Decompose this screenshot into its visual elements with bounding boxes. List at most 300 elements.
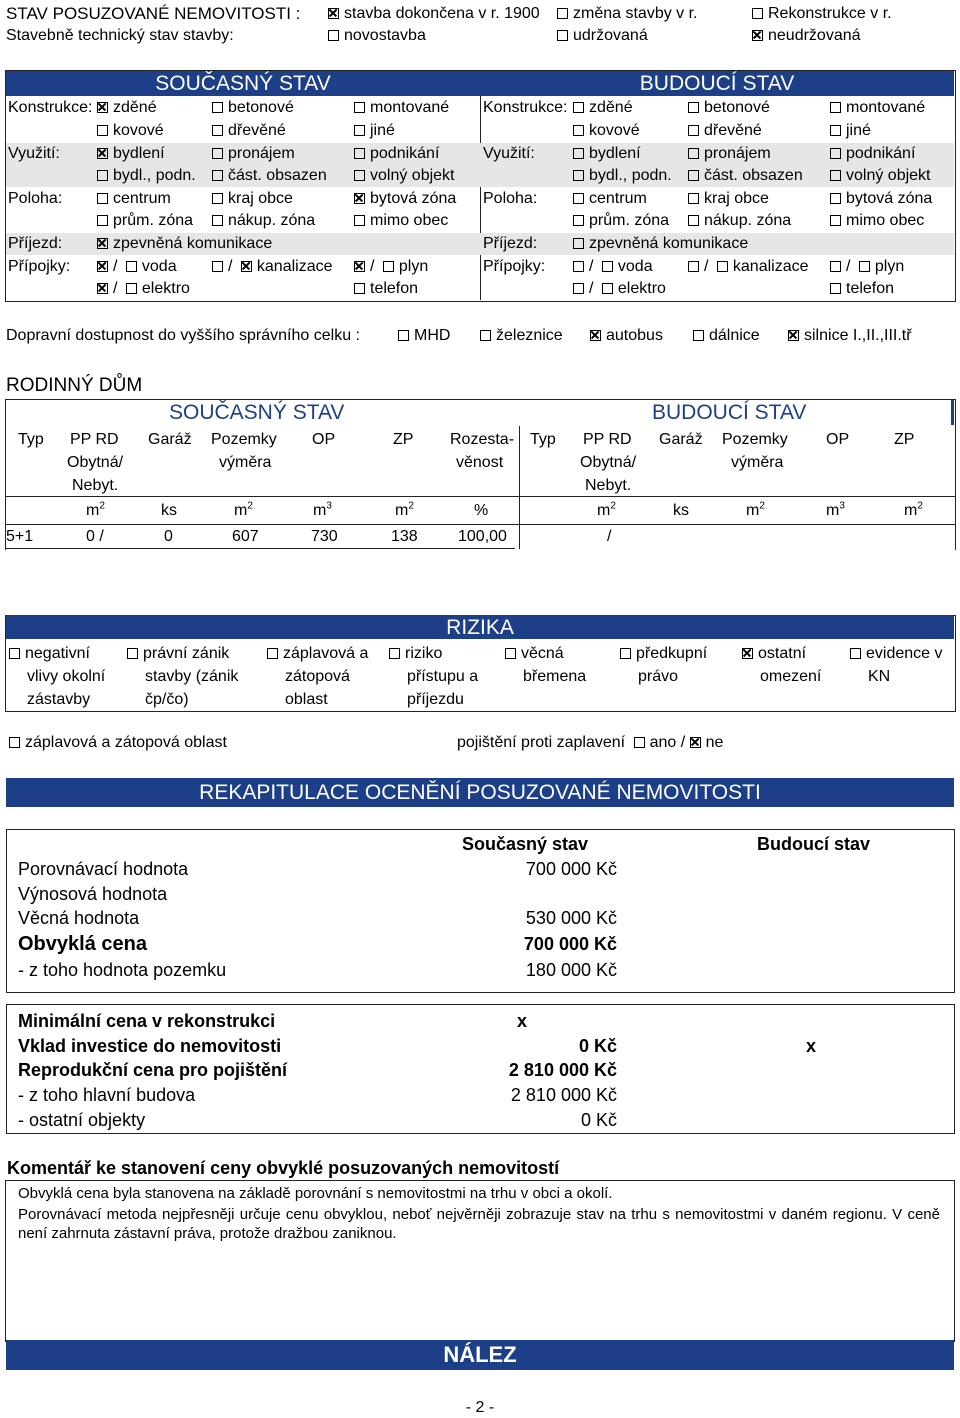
opt-prum-zona[interactable] [97,211,193,231]
house-row-line [5,548,515,549]
house-future-header [519,400,949,425]
recap-current-value: 0 Kč [578,1036,617,1056]
checkbox-icon [688,148,699,159]
header-edge [951,400,954,425]
unit-pozemky: $m^2$ [234,500,253,519]
col-pozemky-2: výměra [219,454,272,471]
opt-label: bydl., podn. [589,167,672,184]
risk-label: KN [868,668,891,685]
checkbox-icon [717,261,728,272]
checkbox-icon [354,102,365,113]
opt-label: kovové [589,122,640,139]
flood-insurance [457,733,723,753]
checkbox-icon [688,215,699,226]
transport-zeleznice[interactable] [480,326,563,346]
opt-label: voda [141,258,177,275]
unit-m: m [395,502,409,519]
checkbox-icon [480,330,491,341]
checkbox-icon [398,330,409,341]
risk-label: právní zánik [143,645,230,662]
neudrzovana-label: neudržovaná [768,27,861,44]
checkbox-icon [97,170,108,181]
opt-label: telefon [370,280,419,297]
vyuziti-label: Využití: [8,145,60,162]
slash: / [704,258,709,275]
opt-kovove[interactable] [97,121,164,141]
state-divider [480,96,481,300]
opt-label: prům. zóna [589,212,670,229]
recap-current-value: x [517,1011,528,1031]
opt-betonove[interactable] [212,98,294,118]
recap-current-value: 2 810 000 Kč [508,1060,617,1080]
risk-item[interactable] [850,642,943,688]
opt-volny-objekt[interactable] [354,166,455,186]
opt-drevene[interactable] [212,121,286,141]
checkbox-icon [602,283,613,294]
f-opt-elektro[interactable] [573,279,666,299]
checkbox-icon [602,261,613,272]
risk-label: vlivy okolní [27,668,106,685]
checkbox-icon [9,648,20,659]
opt-label: elektro [141,280,190,297]
checkbox-icon [212,125,223,136]
row-typ: 5+1 [6,528,34,545]
f-opt-drevene[interactable] [688,121,762,141]
col-rozestavenost: Rozesta- [450,431,515,448]
col-pprd-2: Obytná/ [67,454,124,471]
opt-label: plyn [398,258,429,275]
house-divider [519,426,520,549]
flood-area-label: záplavová a zátopová oblast [25,734,227,751]
f-opt-volny-objekt[interactable] [830,166,931,186]
opt-label: bydlení [589,145,641,162]
slash: / [113,280,118,297]
recap-current-value: 0 Kč [580,1110,617,1130]
checkbox-icon [688,170,699,181]
house-head-line [5,496,955,497]
slash: / [589,258,594,275]
insurance-ne: ne [705,734,724,751]
col-pozemky: Pozemky [211,431,277,448]
recap-label: Porovnávací hodnota [18,859,189,879]
col-zp: ZP [393,431,414,448]
opt-label: podnikání [370,145,440,162]
f-opt-bytova-zona[interactable] [830,189,932,209]
checkbox-icon [212,170,223,181]
checkbox-icon [620,648,631,659]
risk-item[interactable] [620,642,707,688]
unit-m: m [904,502,918,519]
f-opt-betonove[interactable] [688,98,770,118]
house-future-title: BUDOUCÍ STAV [652,401,807,424]
slash: / [846,258,851,275]
checkbox-checked-icon [752,30,763,41]
f-opt-mimo-obec[interactable] [830,211,924,231]
f-opt-pronajem[interactable] [688,144,771,164]
opt-label: dřevěné [704,122,762,139]
slash: / [589,280,594,297]
unit-op: $m^3$ [313,500,332,519]
recap-label: Reprodukční cena pro pojištění [18,1060,288,1080]
opt-label: betonové [228,99,294,116]
checkbox-icon [97,193,108,204]
risk-label: záplavová a [283,645,369,662]
unit-zp: $m^2$ [395,500,414,519]
slash: / [680,734,686,751]
opt-kanalizace[interactable] [212,257,333,277]
checkbox-icon[interactable] [634,737,645,748]
unit-m: m [234,502,248,519]
f-opt-bydl-podn[interactable] [573,166,672,186]
vyuziti-label: Využití: [483,145,535,162]
opt-label: prům. zóna [113,212,194,229]
opt-komunikace[interactable] [97,234,272,254]
checkbox-icon [354,283,365,294]
opt-pronajem[interactable] [212,144,295,164]
row-future-pprd: / [607,528,612,545]
transport-item-label: silnice I.,II.,III.tř [804,327,912,344]
f-opt-kraj-obce[interactable] [688,189,769,209]
checkbox-icon [573,193,584,204]
pripojky-label: Přípojky: [483,258,546,275]
checkbox-icon [573,261,584,272]
f-opt-cast-obsazen[interactable] [688,166,803,186]
f-opt-komunikace[interactable] [573,234,748,254]
opt-bydl-podn[interactable] [97,166,196,186]
checkbox-icon [830,215,841,226]
f-opt-prum-zona[interactable] [573,211,669,231]
risk-label: věcná [521,645,564,662]
checkbox-icon [688,125,699,136]
transport-item-label: autobus [606,327,663,344]
f-opt-jine[interactable] [830,121,871,141]
risk-label: ostatní [758,645,807,662]
unit-m: m [597,502,611,519]
unit-zp: $m^2$ [904,500,923,519]
checkbox-checked-icon [354,193,365,204]
opt-label: zpevněná komunikace [113,235,273,252]
risks-header: RIZIKA [6,615,954,639]
recap-current-value: 2 810 000 Kč [510,1085,617,1105]
checkbox-icon [354,125,365,136]
recap-label: Vklad investice do nemovitosti [18,1036,282,1056]
unit-pprd: $m^2$ [597,500,616,519]
opt-label: bydlení [113,145,165,162]
changed-label: změna stavby v r. [573,5,698,22]
checkbox-icon [389,648,400,659]
opt-zdene[interactable] [97,98,157,118]
checkbox-checked-icon [97,261,108,272]
recap-label: - ostatní objekty [18,1110,146,1130]
col-garaz: Garáž [148,431,192,448]
unit-pprd: $m^2$ [86,500,105,519]
row-garaz: 0 [164,528,173,545]
opt-bytova-zona[interactable] [354,189,456,209]
unit-m: m [746,502,760,519]
opt-bydleni[interactable] [97,144,165,164]
transport-silnice[interactable] [788,326,912,346]
checkbox-checked-icon [97,102,108,113]
checkbox-icon [573,215,584,226]
risk-label: zátopová [285,668,350,685]
reconstruction-option[interactable] [752,4,892,24]
comment-line-1: Obvyklá cena byla stanovena na základě porovnání s nemovitostmi na trhu v obci a okolí. [18,1185,613,1202]
slash: / [370,258,375,275]
state-title: STAV POSUZOVANÉ NEMOVITOSTI : [6,4,301,23]
row-rozestavenost: 100,00 [458,528,507,545]
neudrzovana-option[interactable] [752,26,861,46]
opt-label: bytová zóna [846,190,933,207]
col-op: OP [826,431,850,448]
checkbox-icon [354,170,365,181]
opt-voda[interactable] [97,257,177,277]
col-typ: Typ [18,431,44,448]
checkbox-icon [573,102,584,113]
recap-future-value: x [806,1036,817,1056]
checkbox-icon [573,125,584,136]
checkbox-icon [688,261,699,272]
risk-label: příjezdu [407,691,464,708]
opt-nakup-zona[interactable] [212,211,315,231]
built-label: stavba dokončena v r. 1900 [344,5,540,22]
f-opt-centrum[interactable] [573,189,647,209]
opt-label: volný objekt [846,167,931,184]
poloha-label: Poloha: [483,190,538,207]
checkbox-icon [212,215,223,226]
opt-label: nákup. zóna [228,212,316,229]
col-typ: Typ [530,431,556,448]
recap-col-future: Budoucí stav [757,834,871,854]
recap-label: Výnosová hodnota [18,884,168,904]
checkbox-icon [830,148,841,159]
checkbox-icon [573,238,584,249]
checkbox-icon [830,125,841,136]
checkbox-icon [328,30,339,41]
comment-title: Komentář ke stanovení ceny obvyklé posuzovaných nemovitostí [7,1158,560,1178]
unit-ks: ks [161,502,177,519]
opt-label: mimo obec [370,212,449,229]
checkbox-icon [267,648,278,659]
transport-autobus[interactable] [590,326,663,346]
checkbox-icon [688,102,699,113]
checkbox-icon [557,30,568,41]
col-op: OP [312,431,336,448]
checkbox-icon [830,193,841,204]
opt-plyn[interactable] [354,257,428,277]
checkbox-checked-icon [97,148,108,159]
technical-state-label: Stavebně technický stav stavby: [6,27,234,44]
checkbox-icon [354,148,365,159]
house-unit-line [5,524,955,525]
checkbox-icon [830,261,841,272]
opt-label: pronájem [228,145,295,162]
recap-current-value: 700 000 Kč [523,934,617,954]
checkbox-checked-icon [328,8,339,19]
unit-pct: % [474,502,489,519]
checkbox-icon [212,261,223,272]
transport-dalnice[interactable] [693,326,760,346]
checkbox-icon [859,261,870,272]
col-pprd-3: Nebyt. [585,477,632,494]
prijezd-label: Příjezd: [483,235,538,252]
comment-line-2: Porovnávací metoda nejpřesněji určuje cenu obvyklou, neboť nejvěrněji zobrazuje stav na trhu s nemovitostmi v daném regionu. V ceně není zahrnuta zástavní práva, protože dražbou zaniknou. [18,1206,940,1242]
checkbox-icon [573,170,584,181]
checkbox-checked-icon [97,283,108,294]
f-opt-bydleni[interactable] [573,144,641,164]
slash: / [113,258,118,275]
opt-label: jiné [370,122,395,139]
risk-label: negativní [25,645,90,662]
house-title: RODINNÝ DŮM [6,375,143,396]
transport-label: Dopravní dostupnost do vyššího správního celku : [6,327,360,344]
opt-label: dřevěné [228,122,286,139]
opt-telefon[interactable] [354,279,418,299]
risk-label: právo [638,668,679,685]
risk-item[interactable] [9,642,105,711]
unit-m: m [826,502,840,519]
opt-label: nákup. zóna [704,212,792,229]
row-pprd: 0 / [86,528,104,545]
checkbox-icon [97,215,108,226]
transport-item-label: MHD [414,327,451,344]
checkbox-checked-icon [241,261,252,272]
risk-label: zástavby [27,691,91,708]
checkbox-checked-icon [354,261,365,272]
opt-label: zděné [589,99,633,116]
unit-ks: ks [673,502,689,519]
checkbox-icon [126,261,137,272]
f-opt-kanalizace[interactable] [688,257,809,277]
udrzovana-option[interactable] [557,26,648,46]
opt-label: bytová zóna [370,190,457,207]
risk-item[interactable] [742,642,821,688]
opt-label: centrum [113,190,171,207]
f-opt-zdene[interactable] [573,98,633,118]
unit-m: m [86,502,100,519]
finding-header: NÁLEZ [6,1340,954,1370]
transport-item-label: železnice [496,327,563,344]
unit-op: $m^3$ [826,500,845,519]
opt-label: část. obsazen [228,167,327,184]
checkbox-icon [212,102,223,113]
f-opt-podnikani[interactable] [830,144,915,164]
risk-label: oblast [285,691,328,708]
recap-col-current: Současný stav [462,834,589,854]
col-pozemky: Pozemky [722,431,788,448]
opt-montovane[interactable] [354,98,449,118]
transport-mhd[interactable] [398,326,450,346]
checkbox-icon [212,193,223,204]
opt-label: zděné [113,99,157,116]
recap-label: Minimální cena v rekonstrukci [18,1011,276,1031]
opt-podnikani[interactable] [354,144,439,164]
checkbox-icon [9,737,20,748]
risk-item[interactable] [267,642,368,711]
checkbox-icon [752,8,763,19]
col-pozemky-2: výměra [731,454,784,471]
recap-label: - z toho hodnota pozemku [18,960,227,980]
risk-label: čp/čo) [145,691,189,708]
row-zp: 138 [391,528,418,545]
checkbox-checked-icon [742,648,753,659]
opt-label: zpevněná komunikace [589,235,749,252]
prijezd-label: Příjezd: [8,235,63,252]
opt-centrum[interactable] [97,189,171,209]
novostavba-option[interactable] [328,26,426,46]
checkbox-icon [383,261,394,272]
risk-item[interactable] [127,642,238,711]
opt-label: centrum [589,190,647,207]
f-opt-kovove[interactable] [573,121,640,141]
opt-label: kraj obce [704,190,769,207]
recap-current-value: 530 000 Kč [525,908,617,928]
f-opt-nakup-zona[interactable] [688,211,791,231]
checkbox-icon [127,648,138,659]
col-pprd-3: Nebyt. [72,477,119,494]
opt-label: část. obsazen [704,167,803,184]
opt-label: mimo obec [846,212,925,229]
novostavba-label: novostavba [344,27,426,44]
f-opt-voda[interactable] [573,257,653,277]
recap-header: REKAPITULACE OCENĚNÍ POSUZOVANÉ NEMOVITOSTI [6,778,954,807]
col-pprd-2: Obytná/ [580,454,637,471]
row-op: 730 [311,528,338,545]
opt-label: telefon [846,280,895,297]
f-opt-montovane[interactable] [830,98,925,118]
opt-label: bydl., podn. [113,167,196,184]
risk-label: riziko [405,645,443,662]
opt-cast-obsazen[interactable] [212,166,327,186]
risk-item[interactable] [505,642,586,688]
unit-m: m [313,502,327,519]
checkbox-icon [830,283,841,294]
checkbox-icon [557,8,568,19]
checkbox-icon [573,148,584,159]
recap-label: Věcná hodnota [18,908,140,928]
opt-kraj-obce[interactable] [212,189,293,209]
col-rozestavenost-2: věnost [456,454,504,471]
poloha-label: Poloha: [8,190,63,207]
opt-label: kovové [113,122,164,139]
f-opt-plyn[interactable] [830,257,904,277]
row-pozemky: 607 [232,528,259,545]
col-pprd: PP RD [583,431,632,448]
flood-area-option[interactable] [9,733,227,753]
opt-label: pronájem [704,145,771,162]
risk-label: evidence v [866,645,943,662]
opt-mimo-obec[interactable] [354,211,448,231]
checkbox-icon [212,148,223,159]
house-current-header [6,400,519,425]
checkbox-icon [126,283,137,294]
checkbox-checked-icon [590,330,601,341]
col-garaz: Garáž [659,431,703,448]
opt-label: montované [370,99,450,116]
konstrukce-label: Konstrukce: [483,99,568,116]
opt-elektro[interactable] [97,279,190,299]
f-opt-telefon[interactable] [830,279,894,299]
opt-jine[interactable] [354,121,395,141]
recap-current-value: 700 000 Kč [525,859,617,879]
slash: / [228,258,233,275]
checkbox-icon [97,125,108,136]
checkbox-icon [850,648,861,659]
changed-option[interactable] [557,4,698,24]
built-option[interactable] [328,4,540,24]
checkbox-checked-icon[interactable] [690,737,701,748]
opt-label: jiné [846,122,871,139]
risk-item[interactable] [389,642,478,711]
